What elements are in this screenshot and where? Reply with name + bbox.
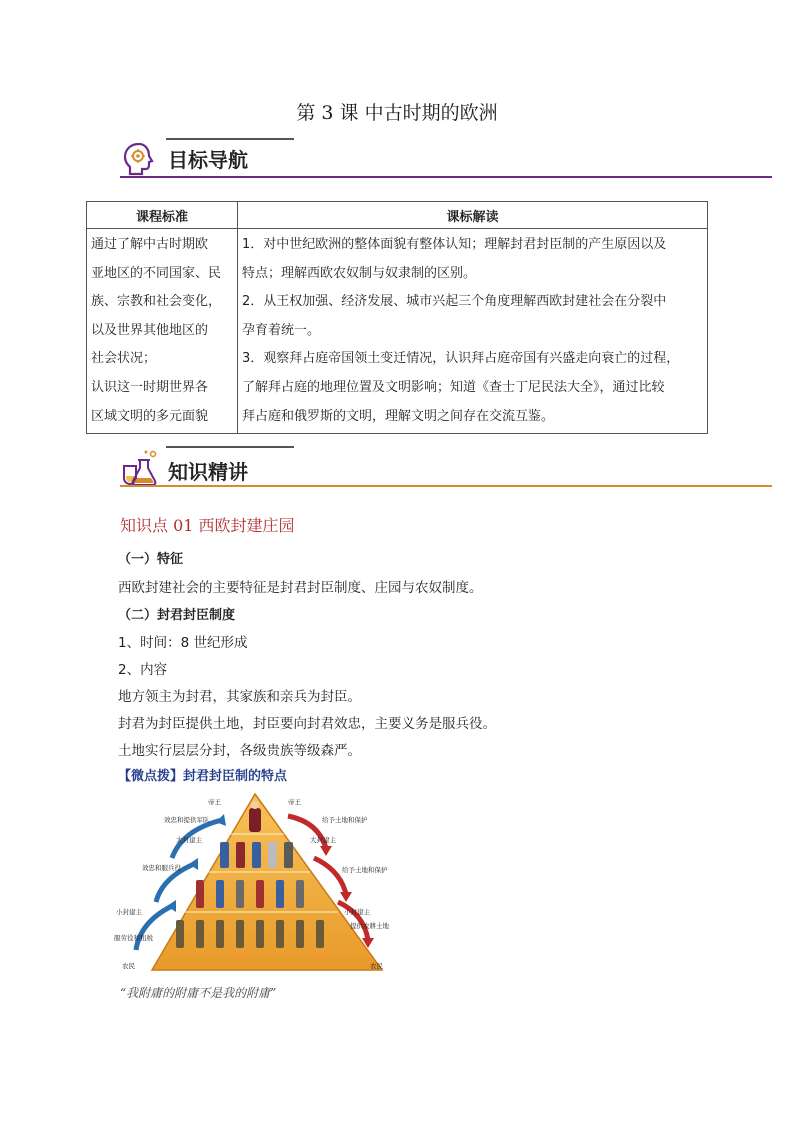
table-line: 2．从王权加强、经济发展、城市兴起三个角度理解西欧封建社会在分裂中 xyxy=(242,294,667,310)
brain-gear-icon xyxy=(118,138,160,180)
table-line: 认识这一时期世界各 xyxy=(91,379,209,395)
level-label: 帝王 xyxy=(208,798,221,806)
level-label: 小封建主 xyxy=(116,908,142,916)
arrow-label: 提供农耕土地 xyxy=(350,922,389,930)
flask-icon xyxy=(118,446,160,488)
table-header-row xyxy=(87,202,708,229)
list-item: 1、时间：8 世纪形成 xyxy=(118,635,248,651)
table-line: 1．对中世纪欧洲的整体面貌有整体认知；理解封君封臣制的产生原因以及 xyxy=(242,237,667,252)
paragraph: 地方领主为封君，其家族和亲兵为封臣。 xyxy=(118,689,361,705)
paragraph: 土地实行层层分封，各级贵族等级森严。 xyxy=(118,743,361,759)
table-line: 以及世界其他地区的 xyxy=(91,322,209,338)
paragraph: 西欧封建社会的主要特征是封君封臣制度、庄园与农奴制度。 xyxy=(118,580,483,596)
page-title: 第 3 课 中古时期的欧洲 xyxy=(296,102,498,124)
standards-table xyxy=(86,201,708,434)
table-line: 特点；理解西欧农奴制与奴隶制的区别。 xyxy=(242,265,477,281)
table-line: 通过了解中古时期欧 xyxy=(91,237,209,252)
arrow-label: 给予土地和保护 xyxy=(322,816,368,824)
level-label: 大封建主 xyxy=(310,836,336,844)
level-label: 大封建主 xyxy=(176,836,202,844)
interpretation-cell xyxy=(238,229,708,434)
level-label: 帝王 xyxy=(288,798,301,806)
section-divider xyxy=(120,176,772,178)
section-label: 知识精讲 xyxy=(168,460,248,484)
feudal-pyramid-illustration xyxy=(112,790,398,976)
pyramid-caption: “我附庸的附庸不是我的附庸” xyxy=(120,986,277,1000)
subheading: （一）特征 xyxy=(118,552,184,567)
section-top-line xyxy=(166,138,294,140)
table-line: 3．观察拜占庭帝国领土变迁情况，认识拜占庭帝国有兴盛走向衰亡的过程， xyxy=(242,351,680,367)
table-line: 孕育着统一。 xyxy=(242,322,321,338)
paragraph: 封君为封臣提供土地，封臣要向封君效忠，主要义务是服兵役。 xyxy=(118,716,496,732)
section-label: 目标导航 xyxy=(168,148,248,172)
section-top-line xyxy=(166,446,294,448)
table-line: 族、宗教和社会变化， xyxy=(91,294,222,310)
section-divider xyxy=(120,485,772,487)
standard-cell xyxy=(87,229,238,434)
table-line: 了解拜占庭的地理位置及文明影响；知道《查士丁尼民法大全》，通过比较 xyxy=(242,379,665,395)
arrow-label: 给予土地和保护 xyxy=(342,866,388,874)
tip-heading: 【微点拨】封君封臣制的特点 xyxy=(118,769,288,784)
list-item: 2、内容 xyxy=(118,662,168,678)
table-row xyxy=(87,229,708,434)
arrow-label: 效忠和提供军队 xyxy=(164,816,210,824)
level-label: 小封建主 xyxy=(344,908,370,916)
arrow-label: 效忠和服兵役 xyxy=(142,864,181,872)
level-label: 农民 xyxy=(370,962,383,970)
table-line: 亚地区的不同国家、民 xyxy=(91,265,222,281)
table-line: 社会状况； xyxy=(91,351,157,367)
arrow-label: 服劳役和租税 xyxy=(114,934,153,942)
subheading: （二）封君封臣制度 xyxy=(118,608,236,623)
table-line: 区域文明的多元面貌 xyxy=(91,408,209,424)
table-header-cell: 课标解读 xyxy=(238,202,708,229)
level-label: 农民 xyxy=(122,962,135,970)
knowledge-point-heading: 知识点 01 西欧封建庄园 xyxy=(120,516,295,535)
table-header-cell: 课程标准 xyxy=(87,202,238,229)
table-line: 拜占庭和俄罗斯的文明，理解文明之间存在交流互鉴。 xyxy=(242,408,555,424)
